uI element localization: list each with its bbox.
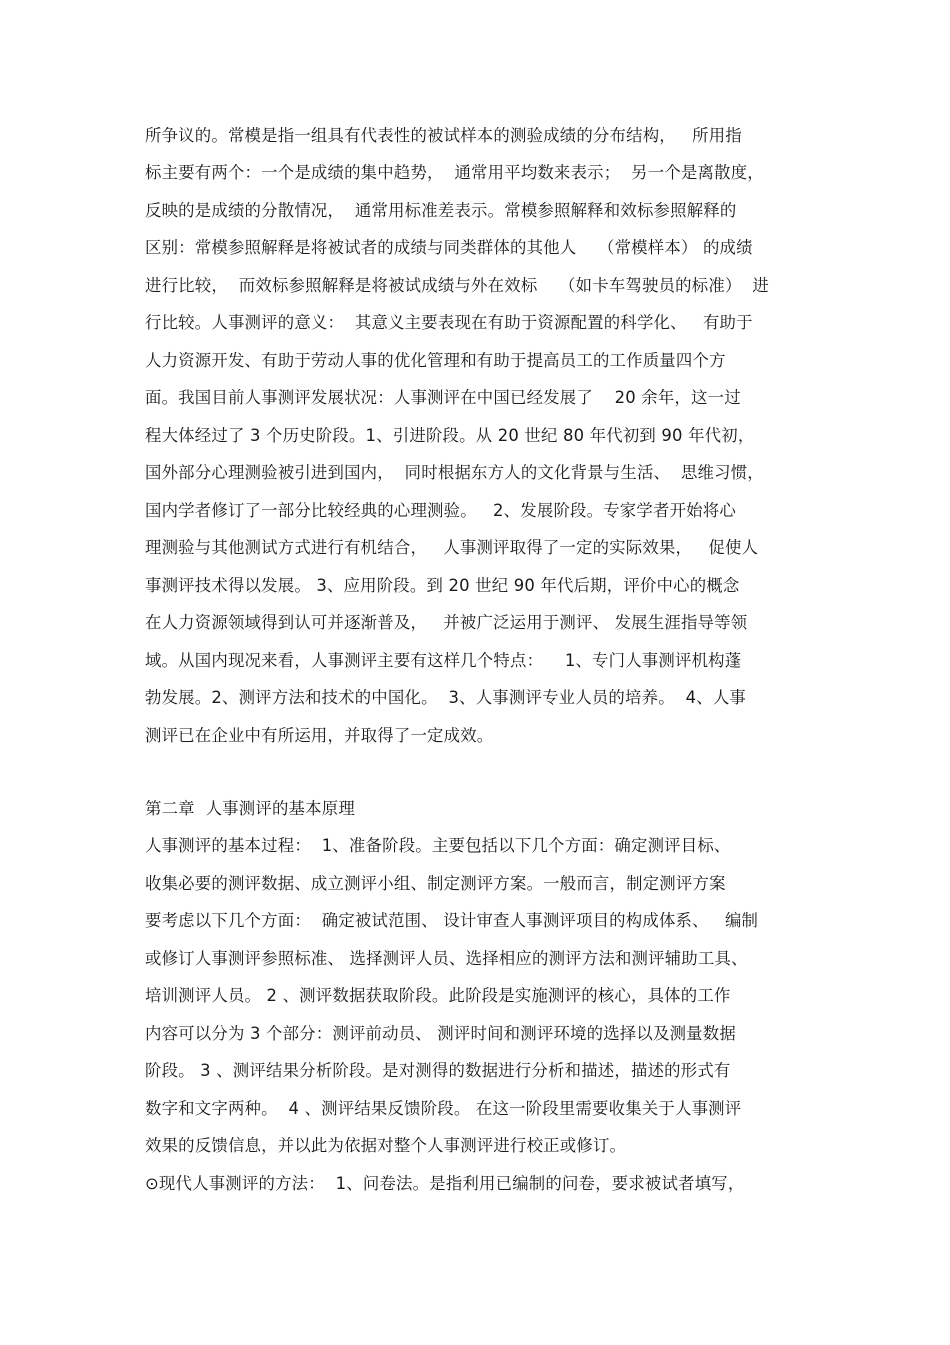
body-text-line: 理测验与其他测试方式进行有机结合， 人事测评取得了一定的实际效果， 促使人 (145, 538, 759, 557)
body-text-line: 区别：常模参照解释是将被试者的成绩与同类群体的其他人 （常模样本） 的成绩 (145, 238, 753, 257)
body-text-line: 阶段。 3 、测评结果分析阶段。是对测得的数据进行分析和描述，描述的形式有 (145, 1061, 731, 1080)
body-text-line: 反映的是成绩的分散情况， 通常用标准差表示。常模参照解释和效标参照解释的 (145, 201, 737, 220)
body-text-line: 标主要有两个：一个是成绩的集中趋势， 通常用平均数来表示； 另一个是离散度， (145, 163, 764, 182)
body-text-line: 收集必要的测评数据、成立测评小组、制定测评方案。一般而言，制定测评方案 (145, 874, 726, 893)
body-text-line: 测评已在企业中有所运用，并取得了一定成效。 (145, 726, 494, 745)
body-text-line: 数字和文字两种。 4 、测评结果反馈阶段。 在这一阶段里需要收集关于人事测评 (145, 1099, 742, 1118)
body-text-line: 进行比较， 而效标参照解释是将被试成绩与外在效标 （如卡车驾驶员的标准） 进 (145, 276, 769, 295)
body-text-line: 行比较。人事测评的意义： 其意义主要表现在有助于资源配置的科学化、 有助于 (145, 313, 753, 332)
body-text-line: 人事测评的基本过程： 1、准备阶段。主要包括以下几个方面：确定测评目标、 (145, 836, 731, 855)
body-text-line: 培训测评人员。 2 、测评数据获取阶段。此阶段是实施测评的核心，具体的工作 (145, 986, 731, 1005)
body-text-line: 域。从国内现况来看，人事测评主要有这样几个特点： 1、专门人事测评机构蓬 (145, 651, 742, 670)
body-text-line: ⊙现代人事测评的方法： 1、问卷法。是指利用已编制的问卷，要求被试者填写， (145, 1174, 745, 1193)
body-text-line: 国外部分心理测验被引进到国内， 同时根据东方人的文化背景与生活、 思维习惯， (145, 463, 764, 482)
body-text-line: 或修订人事测评参照标准、 选择测评人员、选择相应的测评方法和测评辅助工具、 (145, 949, 748, 968)
body-text-line: 要考虑以下几个方面： 确定被试范围、 设计审查人事测评项目的构成体系、 编制 (145, 911, 759, 930)
body-text-line: 在人力资源领域得到认可并逐渐普及， 并被广泛运用于测评、 发展生涯指导等领 (145, 613, 748, 632)
body-text-line: 国内学者修订了一部分比较经典的心理测验。 2、发展阶段。专家学者开始将心 (145, 501, 736, 520)
body-text-line: 效果的反馈信息，并以此为依据对整个人事测评进行校正或修订。 (145, 1136, 627, 1155)
body-text-line: 内容可以分为 3 个部分：测评前动员、 测评时间和测评环境的选择以及测量数据 (145, 1024, 736, 1043)
body-text-line: 程大体经过了 3 个历史阶段。1、引进阶段。从 20 世纪 80 年代初到 90 年代初， (145, 426, 755, 445)
body-text-line: 勃发展。2、测评方法和技术的中国化。 3、人事测评专业人员的培养。 4、人事 (145, 688, 747, 707)
body-text-line: 所争议的。常模是指一组具有代表性的被试样本的测验成绩的分布结构， 所用指 (145, 126, 742, 145)
chapter-title: 第二章 人事测评的基本原理 (145, 799, 355, 818)
body-text-line: 事测评技术得以发展。 3、应用阶段。到 20 世纪 90 年代后期，评价中心的概念 (145, 576, 740, 595)
body-text-line: 人力资源开发、有助于劳动人事的优化管理和有助于提高员工的工作质量四个方 (145, 351, 726, 370)
body-text-line: 面。我国目前人事测评发展状况：人事测评在中国已经发展了 20 余年，这一过 (145, 388, 741, 407)
